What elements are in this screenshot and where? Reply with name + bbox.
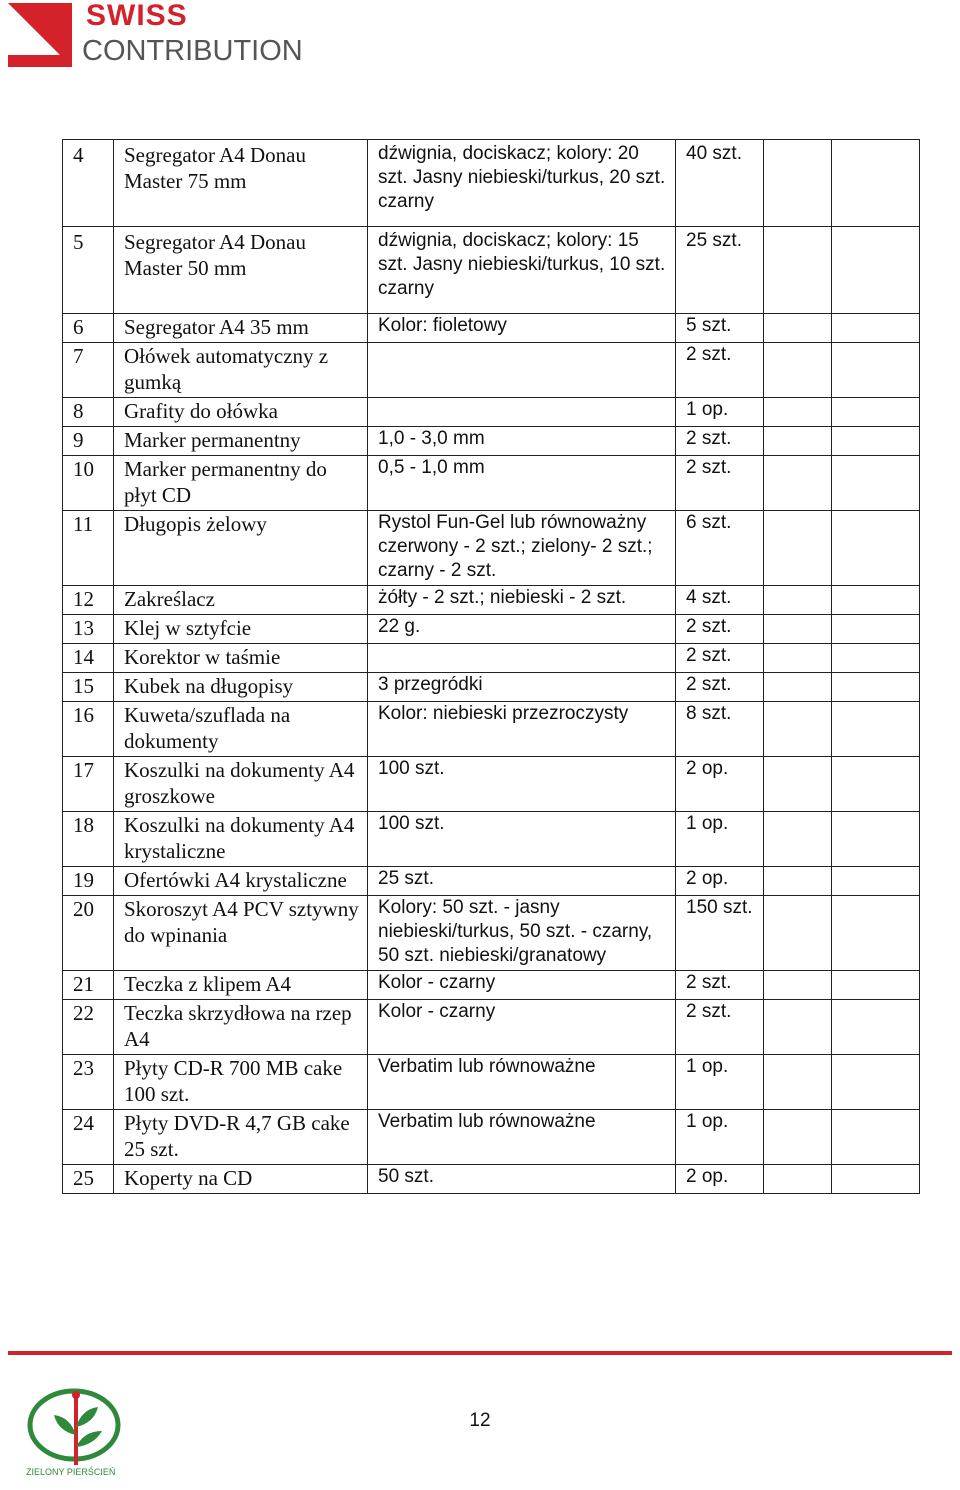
empty-cell — [764, 398, 832, 427]
item-quantity: 1 op. — [676, 1110, 764, 1165]
table-row — [63, 1055, 920, 1110]
item-name: Marker permanentny do płyt CD — [114, 456, 368, 511]
empty-cell — [764, 227, 832, 314]
item-number: 12 — [63, 586, 114, 615]
item-name: Klej w sztyfcie — [114, 615, 368, 644]
item-name: Marker permanentny — [114, 427, 368, 456]
empty-cell — [832, 398, 920, 427]
table-row — [63, 456, 920, 511]
item-name: Płyty DVD-R 4,7 GB cake 25 szt. — [114, 1110, 368, 1165]
item-quantity: 2 szt. — [676, 427, 764, 456]
empty-cell — [832, 812, 920, 867]
item-name: Ofertówki A4 krystaliczne — [114, 867, 368, 896]
item-description — [368, 398, 676, 427]
item-number: 14 — [63, 644, 114, 673]
empty-cell — [764, 511, 832, 586]
item-name: Segregator A4 35 mm — [114, 314, 368, 343]
item-name: Teczka z klipem A4 — [114, 971, 368, 1000]
item-number: 19 — [63, 867, 114, 896]
item-number: 13 — [63, 615, 114, 644]
item-quantity: 40 szt. — [676, 140, 764, 227]
table-row — [63, 427, 920, 456]
empty-cell — [832, 427, 920, 456]
item-description — [368, 644, 676, 673]
empty-cell — [764, 140, 832, 227]
item-description: Verbatim lub równoważne — [368, 1055, 676, 1110]
empty-cell — [832, 615, 920, 644]
empty-cell — [764, 896, 832, 971]
page-number: 12 — [469, 1410, 491, 1431]
empty-cell — [832, 673, 920, 702]
item-description: Rystol Fun-Gel lub równoważny czerwony - 2 szt.; zielony- 2 szt.; czarny - 2 szt. — [368, 511, 676, 586]
item-number: 17 — [63, 757, 114, 812]
item-description: 100 szt. — [368, 812, 676, 867]
item-quantity: 2 szt. — [676, 644, 764, 673]
empty-cell — [764, 456, 832, 511]
footer-logo-text: ZIELONY PIERŚCIEŃ — [26, 1467, 116, 1477]
item-number: 8 — [63, 398, 114, 427]
item-description: Kolor - czarny — [368, 1000, 676, 1055]
table-row — [63, 702, 920, 757]
item-quantity: 2 op. — [676, 1165, 764, 1194]
empty-cell — [764, 1055, 832, 1110]
empty-cell — [832, 1110, 920, 1165]
item-number: 18 — [63, 812, 114, 867]
logo-square-icon — [8, 3, 72, 67]
item-number: 20 — [63, 896, 114, 971]
empty-cell — [764, 644, 832, 673]
empty-cell — [764, 812, 832, 867]
empty-cell — [764, 343, 832, 398]
table-row — [63, 140, 920, 227]
item-name: Segregator A4 Donau Master 50 mm — [114, 227, 368, 314]
empty-cell — [764, 615, 832, 644]
item-name: Teczka skrzydłowa na rzep A4 — [114, 1000, 368, 1055]
empty-cell — [832, 1055, 920, 1110]
empty-cell — [764, 1110, 832, 1165]
zielony-pierscien-logo — [18, 1385, 130, 1485]
item-description: 3 przegródki — [368, 673, 676, 702]
item-number: 10 — [63, 456, 114, 511]
item-quantity: 25 szt. — [676, 227, 764, 314]
empty-cell — [764, 1165, 832, 1194]
table-row — [63, 867, 920, 896]
item-quantity: 8 szt. — [676, 702, 764, 757]
item-description: Kolor: fioletowy — [368, 314, 676, 343]
empty-cell — [832, 702, 920, 757]
item-quantity: 2 szt. — [676, 1000, 764, 1055]
item-quantity: 2 op. — [676, 757, 764, 812]
empty-cell — [832, 757, 920, 812]
item-number: 6 — [63, 314, 114, 343]
item-name: Koszulki na dokumenty A4 krystaliczne — [114, 812, 368, 867]
empty-cell — [832, 511, 920, 586]
item-description: 22 g. — [368, 615, 676, 644]
item-number: 16 — [63, 702, 114, 757]
item-description: 1,0 - 3,0 mm — [368, 427, 676, 456]
item-number: 24 — [63, 1110, 114, 1165]
item-number: 7 — [63, 343, 114, 398]
item-number: 9 — [63, 427, 114, 456]
table-row — [63, 586, 920, 615]
item-quantity: 1 op. — [676, 812, 764, 867]
table-row — [63, 1000, 920, 1055]
item-quantity: 150 szt. — [676, 896, 764, 971]
empty-cell — [764, 673, 832, 702]
table-row — [63, 511, 920, 586]
empty-cell — [832, 1165, 920, 1194]
item-quantity: 1 op. — [676, 1055, 764, 1110]
item-description: 25 szt. — [368, 867, 676, 896]
table-row — [63, 812, 920, 867]
item-description: dźwignia, dociskacz; kolory: 20 szt. Jasny niebieski/turkus, 20 szt. czarny — [368, 140, 676, 227]
table-row — [63, 1110, 920, 1165]
empty-cell — [832, 456, 920, 511]
empty-cell — [832, 867, 920, 896]
empty-cell — [764, 867, 832, 896]
table-row — [63, 757, 920, 812]
empty-cell — [832, 343, 920, 398]
table-row — [63, 896, 920, 971]
item-description: Verbatim lub równoważne — [368, 1110, 676, 1165]
item-name: Zakreślacz — [114, 586, 368, 615]
empty-cell — [764, 586, 832, 615]
item-number: 22 — [63, 1000, 114, 1055]
empty-cell — [832, 1000, 920, 1055]
item-name: Kuweta/szuflada na dokumenty — [114, 702, 368, 757]
logo-text-swiss: SWISS — [86, 0, 188, 32]
table-row — [63, 971, 920, 1000]
item-quantity: 6 szt. — [676, 511, 764, 586]
item-name: Segregator A4 Donau Master 75 mm — [114, 140, 368, 227]
item-name: Korektor w taśmie — [114, 644, 368, 673]
item-quantity: 2 szt. — [676, 673, 764, 702]
item-description: żółty - 2 szt.; niebieski - 2 szt. — [368, 586, 676, 615]
empty-cell — [832, 227, 920, 314]
empty-cell — [832, 971, 920, 1000]
item-description: 50 szt. — [368, 1165, 676, 1194]
item-quantity: 4 szt. — [676, 586, 764, 615]
empty-cell — [764, 757, 832, 812]
table-row — [63, 1165, 920, 1194]
empty-cell — [832, 586, 920, 615]
item-name: Długopis żelowy — [114, 511, 368, 586]
item-number: 21 — [63, 971, 114, 1000]
item-quantity: 1 op. — [676, 398, 764, 427]
item-quantity: 2 szt. — [676, 615, 764, 644]
item-name: Grafity do ołówka — [114, 398, 368, 427]
item-description: dźwignia, dociskacz; kolory: 15 szt. Jasny niebieski/turkus, 10 szt. czarny — [368, 227, 676, 314]
item-quantity: 2 szt. — [676, 456, 764, 511]
item-description: Kolor: niebieski przezroczysty — [368, 702, 676, 757]
item-description: Kolor - czarny — [368, 971, 676, 1000]
item-number: 4 — [63, 140, 114, 227]
item-name: Skoroszyt A4 PCV sztywny do wpinania — [114, 896, 368, 971]
item-name: Płyty CD-R 700 MB cake 100 szt. — [114, 1055, 368, 1110]
item-number: 15 — [63, 673, 114, 702]
swiss-contribution-logo — [8, 0, 308, 69]
empty-cell — [764, 971, 832, 1000]
table-row — [63, 673, 920, 702]
items-table — [62, 139, 920, 1194]
footer-divider — [8, 1351, 952, 1355]
item-quantity: 5 szt. — [676, 314, 764, 343]
empty-cell — [764, 702, 832, 757]
item-description: Kolory: 50 szt. - jasny niebieski/turkus, 50 szt. - czarny, 50 szt. niebieski/granatowy — [368, 896, 676, 971]
empty-cell — [832, 896, 920, 971]
empty-cell — [832, 644, 920, 673]
item-quantity: 2 op. — [676, 867, 764, 896]
empty-cell — [764, 314, 832, 343]
item-number: 11 — [63, 511, 114, 586]
table-row — [63, 398, 920, 427]
table-row — [63, 343, 920, 398]
table-row — [63, 615, 920, 644]
item-description — [368, 343, 676, 398]
empty-cell — [832, 140, 920, 227]
table-row — [63, 314, 920, 343]
item-number: 25 — [63, 1165, 114, 1194]
logo-text-contribution: CONTRIBUTION — [82, 35, 303, 67]
item-name: Koszulki na dokumenty A4 groszkowe — [114, 757, 368, 812]
table-row — [63, 644, 920, 673]
empty-cell — [832, 314, 920, 343]
item-name: Kubek na długopisy — [114, 673, 368, 702]
item-number: 23 — [63, 1055, 114, 1110]
table-row — [63, 227, 920, 314]
empty-cell — [764, 1000, 832, 1055]
item-number: 5 — [63, 227, 114, 314]
item-name: Ołówek automatyczny z gumką — [114, 343, 368, 398]
item-quantity: 2 szt. — [676, 343, 764, 398]
item-quantity: 2 szt. — [676, 971, 764, 1000]
item-description: 100 szt. — [368, 757, 676, 812]
item-name: Koperty na CD — [114, 1165, 368, 1194]
empty-cell — [764, 427, 832, 456]
item-description: 0,5 - 1,0 mm — [368, 456, 676, 511]
